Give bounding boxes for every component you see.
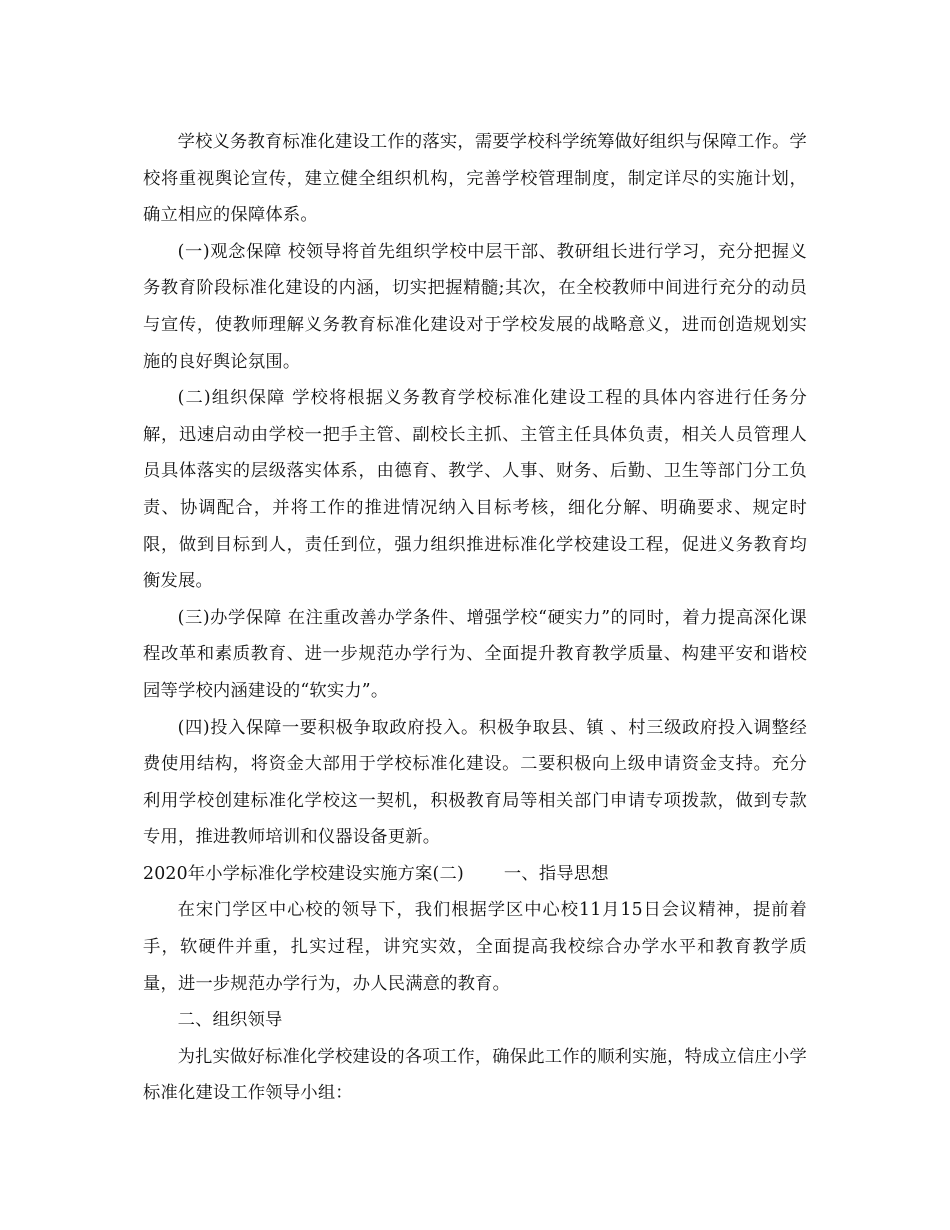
paragraph-intro: 学校义务教育标准化建设工作的落实，需要学校科学统筹做好组织与保障工作。学校将重视舆论宣传，建立健全组织机构，完善学校管理制度，制定详尽的实施计划，确立相应的保障体系。 xyxy=(143,132,807,226)
section-heading-organization-leadership: 二、组织领导 xyxy=(177,1010,283,1031)
paragraph-investment-guarantee: (四)投入保障一要积极争取政府投入。积极争取县、镇 、村三级政府投入调整经费使用结构，将资金大部用于学校标准化建设。二要积极向上级申请资金支持。充分利用学校创建标准化学校这一契机，积极教育局等相关部门申请专项拨款，做到专款专用，推进教师培训和仪器设备更新。 xyxy=(143,717,807,848)
section-heading-guiding-ideology: 一、指导思想 xyxy=(503,863,609,884)
plan-title: 2020年小学标准化学校建设实施方案(二) xyxy=(143,863,464,884)
paragraph-guiding-ideology: 在宋门学区中心校的领导下，我们根据学区中心校11月15日会议精神，提前着手，软硬件并重，扎实过程，讲究实效，全面提高我校综合办学水平和教育教学质量，进一步规范办学行为，办人民满意的教育。 xyxy=(143,900,807,994)
paragraph-school-running-guarantee: (三)办学保障 在注重改善办学条件、增强学校“硬实力”的同时，着力提高深化课程改革和素质教育、进一步规范办学行为、全面提升教育教学质量、构建平安和谐校园等学校内涵建设的“软实力”。 xyxy=(143,607,807,701)
paragraph-organization-guarantee: (二)组织保障 学校将根据义务教育学校标准化建设工程的具体内容进行任务分解，迅速启动由学校一把手主管、副校长主抓、主管主任具体负责，相关人员管理人员具体落实的层级落实体系，由德育、教学、人事、财务、后勤、卫生等部门分工负责、协调配合，并将工作的推进情况纳入目标考核，细化分解、明确要求、规定时限，做到目标到人，责任到位，强力组织推进标准化学校建设工程，促进义务教育均衡发展。 xyxy=(143,388,807,592)
paragraph-concept-guarantee: (一)观念保障 校领导将首先组织学校中层干部、教研组长进行学习，充分把握义务教育阶段标准化建设的内涵，切实把握精髓;其次，在全校教师中间进行充分的动员与宣传，使教师理解义务教育标准化建设对于学校发展的战略意义，进而创造规划实施的良好舆论氛围。 xyxy=(143,241,807,372)
plan-title-line xyxy=(143,856,807,893)
document-body xyxy=(143,124,807,1112)
paragraph-organization-leadership: 为扎实做好标准化学校建设的各项工作，确保此工作的顺利实施，特成立信庄小学标准化建设工作领导小组： xyxy=(143,1046,807,1104)
